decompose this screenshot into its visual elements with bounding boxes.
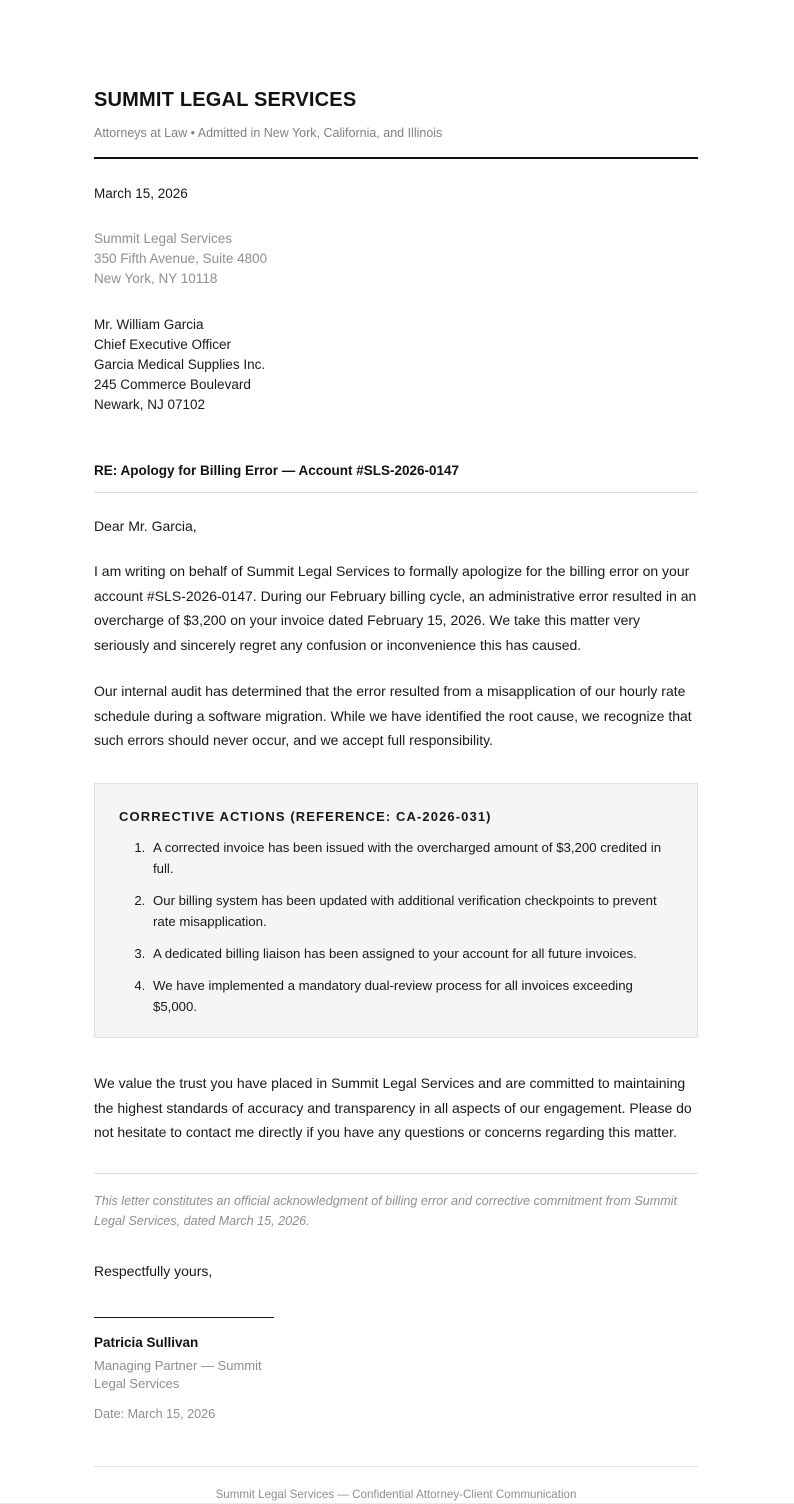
letter-content [94,88,698,1503]
firm-name: SUMMIT LEGAL SERVICES [94,89,357,111]
signoff: Respectfully yours, [94,1262,213,1279]
letterhead-divider [94,157,698,159]
signature-line [94,1317,274,1318]
recipient-name: Mr. William Garcia [94,316,204,332]
signer-title: Managing Partner — Summit Legal Services [94,1357,262,1391]
body-paragraph-2: Our internal audit has determined that the error resulted from a misapplication of our hourly rate schedule during a software migration. While we have identified the root cause, we recognize that such errors should never occur, and we accept full responsibility. [94,683,692,749]
subject-divider [94,492,698,493]
letterhead [94,88,698,159]
recipient-city-state-zip: Newark, NJ 07102 [94,396,206,412]
sender-address-line-3: New York, NY 10118 [94,270,218,286]
disclaimer-text: This letter constitutes an official acknowledgment of billing error and corrective commitment from Summit Legal Services, dated March 15, 2026. [94,1193,678,1228]
footer-divider [94,1466,698,1467]
recipient-address-block [94,315,698,415]
corrective-actions-box [94,783,698,1038]
corrective-actions-list [119,837,673,1017]
list-item: 2. Our billing system has been updated with additional verification checkpoints to prevent rate misapplication. [149,890,673,932]
recipient-title: Chief Executive Officer [94,336,232,352]
recipient-company: Garcia Medical Supplies Inc. [94,356,266,372]
sender-address-line-1: Summit Legal Services [94,230,233,246]
signature-date: Date: March 15, 2026 [94,1406,216,1421]
body-paragraph-1: I am writing on behalf of Summit Legal Services to formally apologize for the billing error on your account #SLS-2026-0147. During our February billing cycle, an administrative error resulted in an overcharge of $3,200 on your invoice dated February 15, 2026. We take this matter very seriously and sincerely regret any confusion or inconvenience this has caused. [94,563,697,653]
list-item: 3. A dedicated billing liaison has been assigned to your account for all future invoices. [149,943,673,964]
corrective-actions-title: CORRECTIVE ACTIONS (REFERENCE: CA-2026-031) [119,808,492,824]
recipient-street: 245 Commerce Boulevard [94,376,251,392]
signer-name: Patricia Sullivan [94,1334,199,1350]
disclaimer-divider [94,1173,698,1174]
list-item: 4. We have implemented a mandatory dual-review process for all invoices exceeding $5,000. [149,975,673,1017]
footer-text: Summit Legal Services — Confidential Attorney-Client Communication [215,1487,577,1501]
list-item: 1. A corrected invoice has been issued with the overcharged amount of $3,200 credited in full. [149,837,673,879]
letter-date: March 15, 2026 [94,185,188,201]
sender-address-block [94,229,698,289]
firm-tagline: Attorneys at Law • Admitted in New York, California, and Illinois [94,126,443,140]
sender-address-line-2: 350 Fifth Avenue, Suite 4800 [94,250,268,266]
subject-line: RE: Apology for Billing Error — Account #SLS-2026-0147 [94,462,460,478]
closing-paragraph: We value the trust you have placed in Summit Legal Services and are committed to maintaining the highest standards of accuracy and transparency in all aspects of our engagement. Please do not hesitate to contact me directly if you have any questions or concerns regarding this matter. [94,1075,692,1141]
salutation: Dear Mr. Garcia, [94,518,197,534]
